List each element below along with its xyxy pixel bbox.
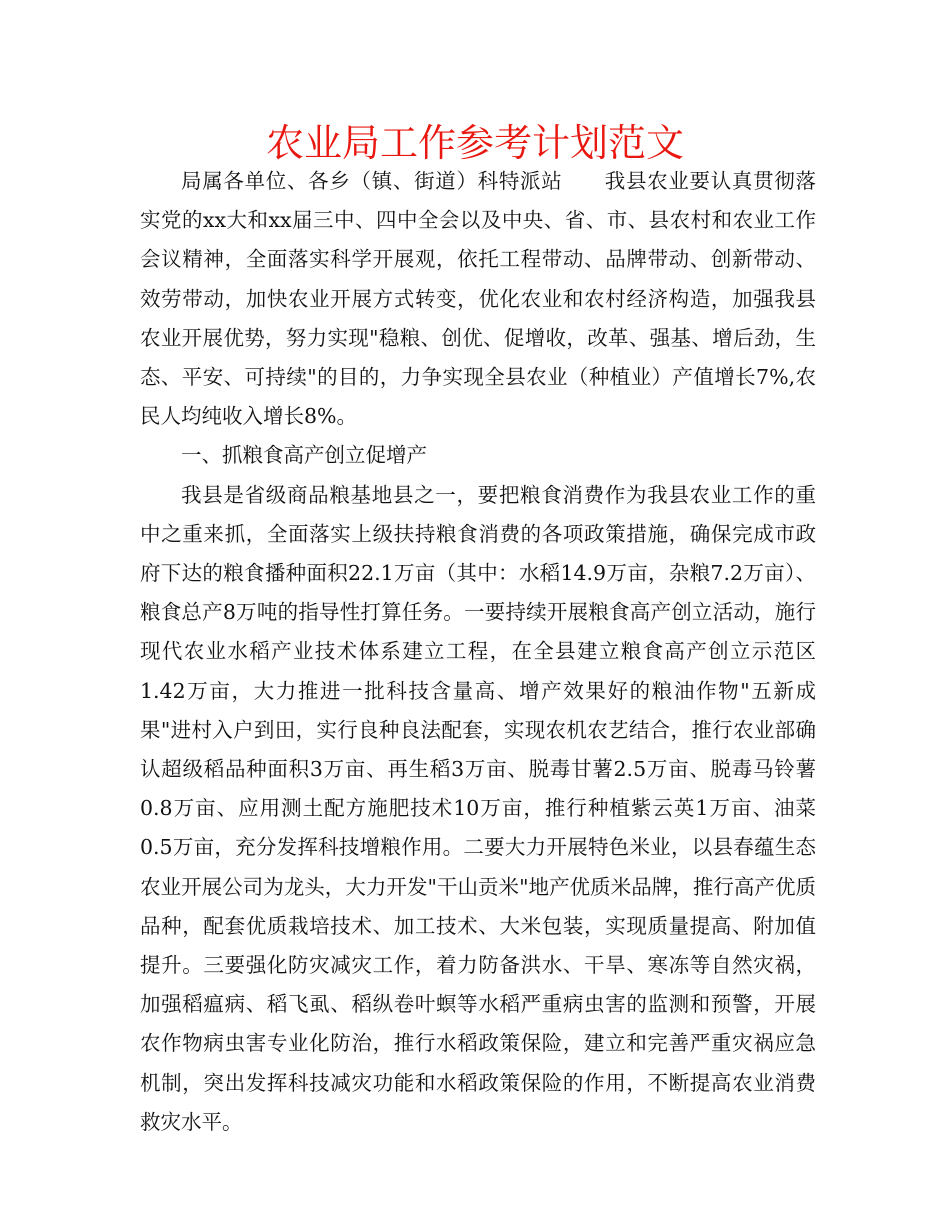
paragraph-intro: 局属各单位、各乡（镇、街道）科特派站 我县农业要认真贯彻落实党的xx大和xx届三中、四中全会以及中央、省、市、县农村和农业工作会议精神，全面落实科学开展观，依托工程带动、品牌带动、创新带动、效劳带动，加快农业开展方式转变，优化农业和农村经济构造，加强我县农业开展优势，努力实现"稳粮、创优、促增收，改革、强基、增后劲，生态、平安、可持续"的目的，力争实现全县农业（种植业）产值增长7%,农民人均纯收入增长8%。 (140, 169, 816, 429)
paragraph-section-1: 我县是省级商品粮基地县之一，要把粮食消费作为我县农业工作的重中之重来抓，全面落实上级扶持粮食消费的各项政策措施，确保完成市政府下达的粮食播种面积22.1万亩（其中：水稻14.9万亩，杂粮7.2万亩）、粮食总产8万吨的指导性打算任务。一要持续开展粮食高产创立活动，施行现代农业水稻产业技术体系建立工程，在全县建立粮食高产创立示范区1.42万亩，大力推进一批科技含量高、增产效果好的粮油作物"五新成果"进村入户到田，实行良种良法配套，实现农机农艺结合，推行农业部确认超级稻品种面积3万亩、再生稻3万亩、脱毒甘薯2.5万亩、脱毒马铃薯0.8万亩、应用测土配方施肥技术10万亩，推行种植紫云英1万亩、油菜0.5万亩，充分发挥科技增粮作用。二要大力开展特色米业，以县春蕴生态农业开展公司为龙头，大力开发"干山贡米"地产优质米品牌，推行高产优质品种，配套优质栽培技术、加工技术、大米包装，实现质量提高、附加值提升。三要强化防灾减灾工作，着力防备洪水、干旱、寒冻等自然灾祸，加强稻瘟病、稻飞虱、稻纵卷叶螟等水稻严重病虫害的监测和预警，开展农作物病虫害专业化防治，推行水稻政策保险，建立和完善严重灾祸应急机制，突出发挥科技减灾功能和水稻政策保险的作用，不断提高农业消费救灾水平。 (140, 482, 816, 1134)
document-title: 农业局工作参考计划范文 (265, 121, 684, 165)
section-heading-1: 一、抓粮食高产创立促增产 (181, 443, 427, 468)
document-body (140, 162, 816, 1142)
